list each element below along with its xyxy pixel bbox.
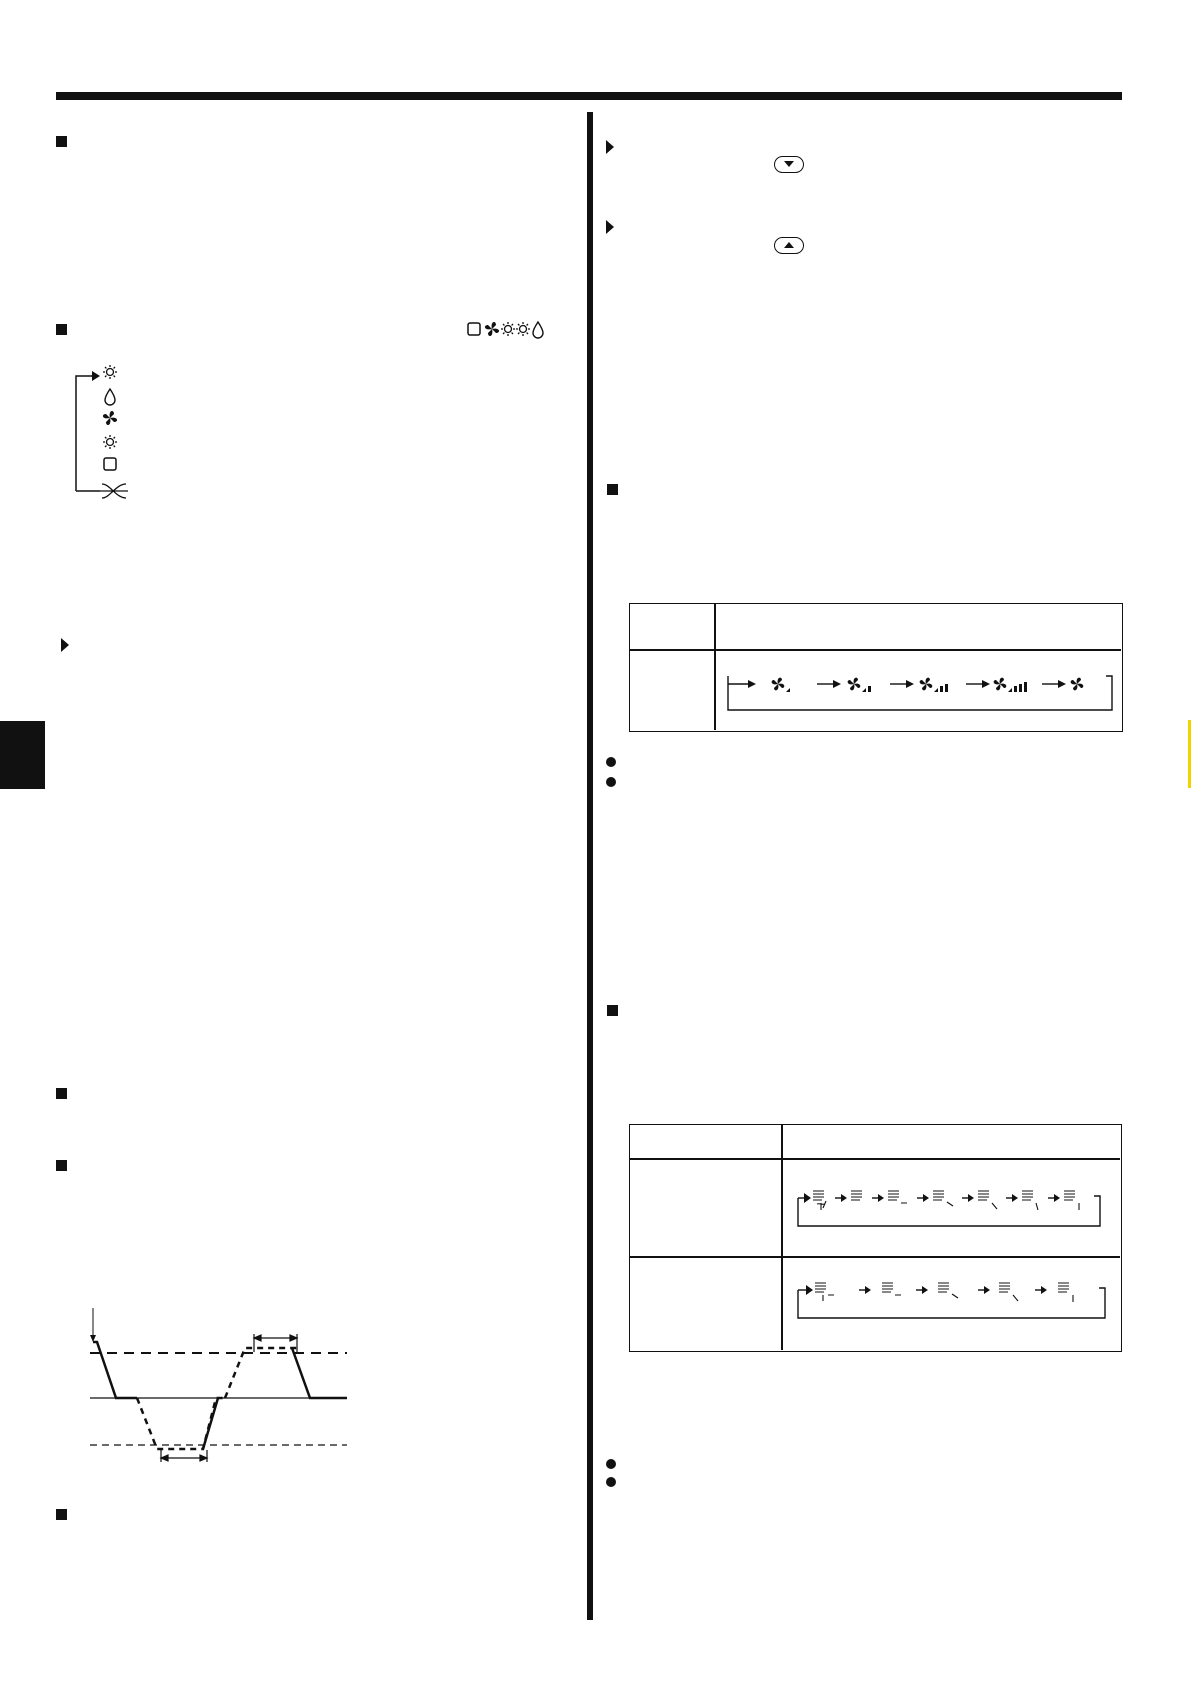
up-button[interactable] [774,237,804,254]
mode-icon-strip [466,320,546,340]
louver-swap-icon [100,484,128,498]
vane-pos-1-icon [851,1191,862,1200]
fan-icon [485,322,499,336]
mode-cycle-diagram [70,360,150,500]
section-bullet [56,136,67,147]
fan-speed-1-icon [772,678,790,692]
table-divider [630,1256,1120,1258]
stop-square-icon [468,323,480,335]
vane-pos-3-icon [938,1283,958,1298]
vane-sequence-swing [792,1190,1112,1234]
section-bullet [56,1509,67,1520]
bullet-dot [606,1477,616,1487]
fan-speed-4-icon [994,678,1027,692]
vane-pos-5-icon [1022,1191,1038,1210]
vane-pos-5-icon [1058,1283,1073,1302]
table-divider [714,604,716,730]
sun-icon [103,365,117,379]
bullet-dot [606,777,616,787]
vane-direction-table [629,1124,1122,1352]
sun-icon [103,435,117,449]
section-bullet [56,324,67,335]
vane-pos-3-icon [933,1191,953,1206]
vane-swing-icon [813,1191,826,1210]
vane-pos-2-icon [882,1283,901,1295]
section-bullet [607,1005,618,1016]
fan-speed-table [629,603,1123,732]
down-button[interactable] [774,156,804,173]
vane-pos-1-icon [815,1283,834,1301]
room-temp-curve [292,1348,347,1398]
vane-pos-2-icon [888,1191,907,1203]
room-temp-curve [203,1398,218,1449]
top-rule [56,92,1122,100]
fan-auto-icon [1071,678,1084,691]
interval-arrow [254,1334,297,1352]
section-bullet [56,1088,67,1099]
interval-arrow [161,1450,207,1462]
drop-icon [105,389,115,405]
temperature-chart [85,1300,355,1460]
column-divider [587,112,593,1620]
table-divider [630,1158,1120,1160]
stop-square-icon [104,458,116,470]
section-bullet [607,484,618,495]
room-temp-curve [225,1348,297,1398]
vane-pos-6-icon [1064,1191,1079,1210]
chapter-tab [0,721,45,789]
bullet-dot [606,1459,616,1469]
section-bullet [56,1160,67,1171]
fan-speed-2-icon [848,678,871,692]
vane-pos-4-icon [978,1191,997,1209]
vane-pos-4-icon [999,1283,1018,1301]
fan-speed-3-icon [920,678,948,692]
bullet-dot [606,757,616,767]
vane-sequence-fixed [792,1282,1112,1326]
step-arrow [606,140,614,154]
fan-icon [103,411,117,425]
step-arrow [61,638,69,652]
up-triangle-icon [783,241,795,249]
fan-speed-sequence [720,670,1120,716]
sun-icon [516,322,530,336]
table-divider [630,649,1121,651]
down-triangle-icon [783,160,795,168]
drop-icon [533,322,543,338]
step-arrow [606,220,614,234]
room-temp-curve [93,1342,137,1398]
sun-icon [501,322,515,336]
